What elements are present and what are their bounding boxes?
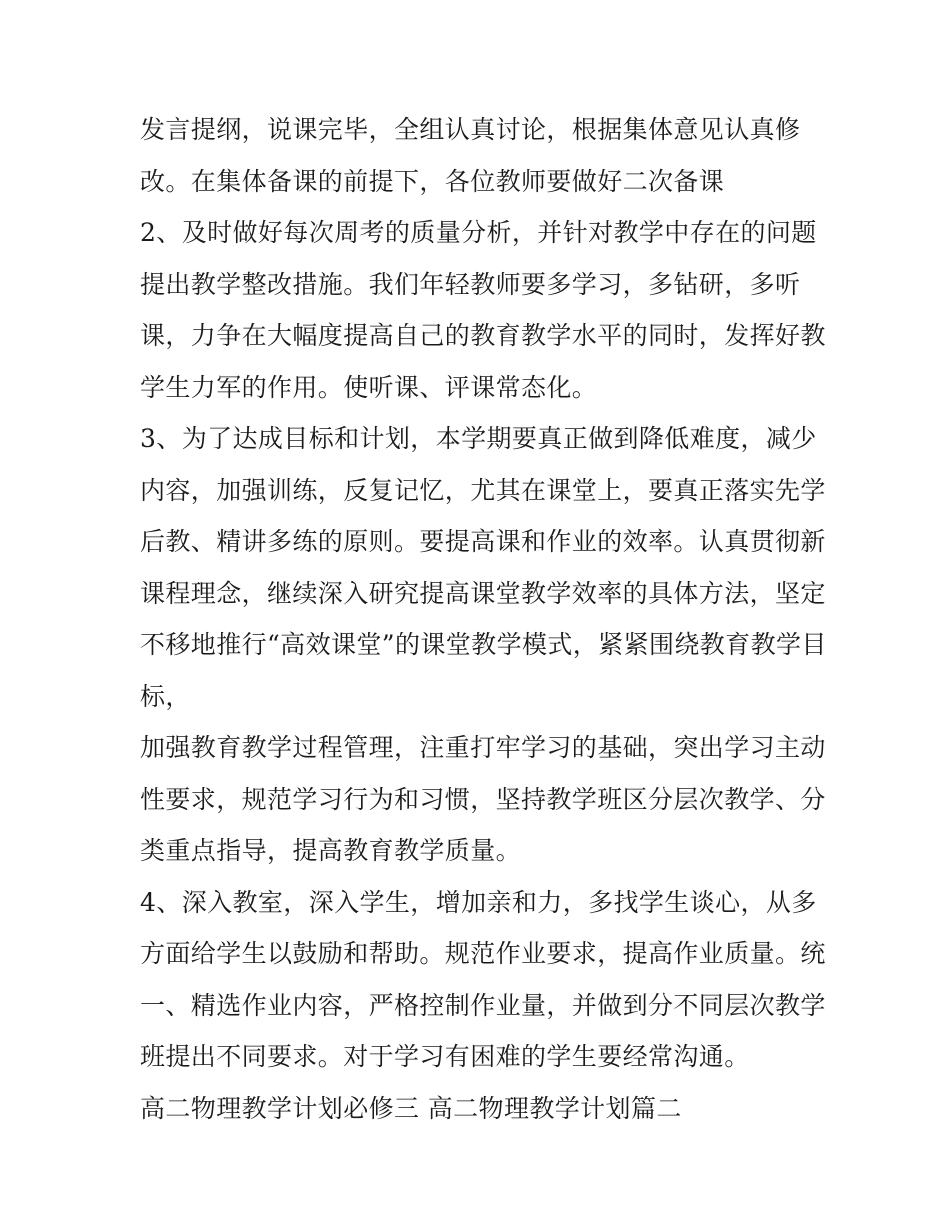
text-line: 一、精选作业内容，严格控制作业量，并做到分不同层次教学 xyxy=(140,990,826,1020)
text-line: 班提出不同要求。对于学习有困难的学生要经常沟通。 xyxy=(140,1042,750,1071)
text-line: 改。在集体备课的前提下，各位教师要做好二次备课 xyxy=(140,166,725,196)
text-line: 3、为了达成目标和计划，本学期要真正做到降低难度，减少 xyxy=(140,424,817,453)
text-line: 内容，加强训练，反复记忆，尤其在课堂上，要真正落实先学 xyxy=(140,475,826,505)
text-line: 发言提纲，说课完毕，全组认真讨论，根据集体意见认真修 xyxy=(140,115,801,144)
text-line: 课，力争在大幅度提高自己的教育教学水平的同时，发挥好教 xyxy=(140,321,826,350)
text-line: 性要求，规范学习行为和习惯，坚持教学班区分层次教学、分 xyxy=(140,784,826,814)
text-line: 课程理念，继续深入研究提高课堂教学效率的具体方法，坚定 xyxy=(140,578,826,608)
text-line: 学生力军的作用。使听课、评课常态化。 xyxy=(140,372,598,402)
document-body xyxy=(140,104,827,1134)
text-line: 后教、精讲多练的原则。要提高课和作业的效率。认真贯彻新 xyxy=(140,527,826,556)
text-line: 不移地推行“高效课堂”的课堂教学模式，紧紧围绕教育教学目 xyxy=(140,630,827,659)
text-line: 4、深入教室，深入学生，增加亲和力，多找学生谈心，从多 xyxy=(140,887,817,917)
text-line: 标， xyxy=(140,681,191,711)
text-line: 加强教育教学过程管理，注重打牢学习的基础，突出学习主动 xyxy=(140,733,826,762)
text-line: 方面给学生以鼓励和帮助。规范作业要求，提高作业质量。统 xyxy=(140,939,826,968)
text-line: 提出教学整改措施。我们年轻教师要多学习，多钻研，多听 xyxy=(140,269,801,299)
section-title-line: 高二物理教学计划必修三 高二物理教学计划篇二 xyxy=(140,1093,682,1123)
text-line: 类重点指导，提高教育教学质量。 xyxy=(140,836,522,865)
text-line: 2、及时做好每次周考的质量分析，并针对教学中存在的问题 xyxy=(140,218,817,247)
